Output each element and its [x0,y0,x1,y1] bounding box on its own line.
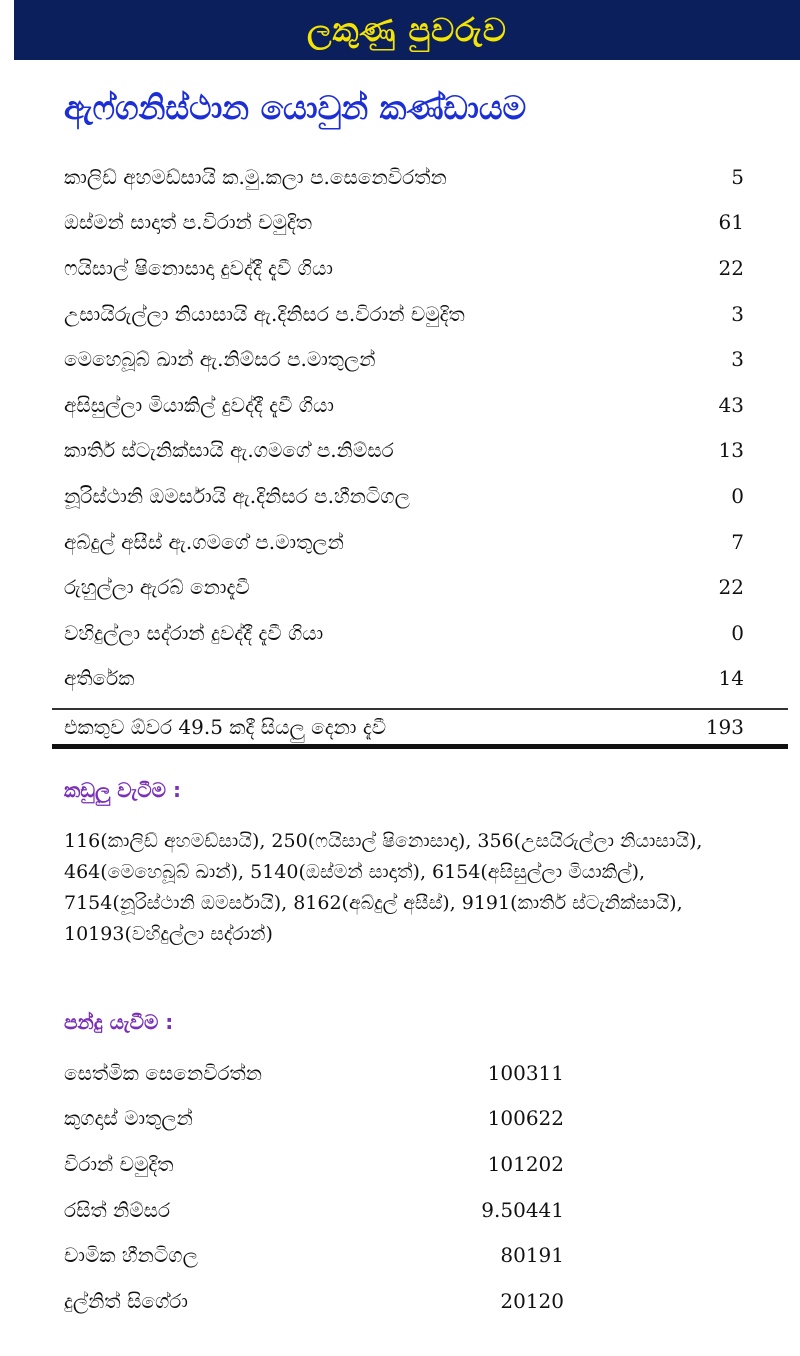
batting-row [64,428,744,474]
batter-runs: 0 [731,483,744,508]
team-name: ඇෆ්ගනිස්ථාන යොවුන් කණ්ඩායම [64,88,527,127]
total-label: එකතුව ඕවර 49.5 කදී සියලු දෙනා දැවී [64,715,387,739]
batting-row [64,336,744,382]
bowler-figures: 9.50441 [481,1197,564,1222]
batter-entry: අබ්දුල් අසීස් ඇ.ගමගේ ප.මාතුලන් [64,529,344,554]
batting-row [64,564,744,610]
batter-runs: 43 [718,392,744,417]
fall-of-wickets-text: 116(කාලිඩ් අහමඩ්සායි), 250(ෆයිසාල් ෂිනොසාදා), 356(උසයිරුල්ලා නියාසායි), 464(මෙහෙබූබ් ඛාන්), 5140(ඔස්මන් සාදාත්), 6154(අසිසුල්ලා මියාකිල්), 7154(නූරිස්ථානි ඔමර්සායි), 8162(අබ්දුල් අසීස්), 9191(කාතිර් ස්ටැනික්සායි), 10193(වහිදුල්ලා සද්රාන්) [64,830,703,945]
total-underline [52,744,788,749]
batting-row [64,291,744,337]
scoreboard-banner [14,0,800,60]
batter-runs: 13 [718,438,744,463]
batter-runs: 22 [718,575,744,600]
batter-entry: ඔස්මන් සාදාත් ප.විරාන් චමුදිත [64,210,313,235]
batter-entry: කාතිර් ස්ටැනික්සායි ඇ.ගමගේ ප.නිම්සර [64,438,394,463]
batter-entry: කාලිඩ් අහමඩ්සායි ක.මු.කලා ප.සෙනෙවිරත්න [64,164,447,189]
batting-row [64,200,744,246]
bowling-row [64,1187,564,1233]
total-runs: 193 [705,715,744,739]
batter-runs: 7 [731,529,744,554]
bowling-table [64,1050,564,1324]
bowler-figures: 100622 [487,1106,564,1131]
extras-row [64,656,744,702]
batting-row [64,610,744,656]
bowler-name: චාමික හීනටිගල [64,1243,198,1268]
batter-entry: රුහුල්ලා ඇරබ් නොදැවී [64,575,250,600]
batter-runs: 3 [731,301,744,326]
batter-entry: නූරිස්ථානි ඔමර්සායි ඇ.දිනිසර ප.හීනටිගල [64,483,410,508]
batting-row [64,154,744,200]
fall-of-wickets-heading: කඩුලු වැටීම : [64,778,181,802]
batter-entry: වහිදුල්ලා සද්රාන් දුවද්දී දැවී ගියා [64,620,324,645]
batter-entry: අසිසුල්ලා මියාකිල් දුවද්දී දැවී ගියා [64,392,334,417]
batter-runs: 22 [718,255,744,280]
bowler-name: රසිත් නිම්සර [64,1197,171,1222]
batter-runs: 0 [731,620,744,645]
batting-row [64,382,744,428]
bowling-row [64,1141,564,1187]
batting-table [64,154,744,701]
batter-runs: 3 [731,347,744,372]
batting-row [64,245,744,291]
bowler-figures: 100311 [487,1060,564,1085]
extras-label: අතිරේක [64,666,135,691]
batter-runs: 61 [718,210,744,235]
batter-entry: මෙහෙබූබ් ඛාන් ඇ.නිම්සර ප.මාතුලන් [64,347,376,372]
batter-runs: 5 [731,164,744,189]
page-title: ලකුණු පුවරුව [307,10,507,49]
bowler-name: දුල්නිත් සිගේරා [64,1288,188,1313]
bowler-figures: 80191 [500,1243,564,1268]
bowler-name: කුගදාස් මාතුලන් [64,1106,193,1131]
extras-runs: 14 [718,666,744,691]
batting-row [64,519,744,565]
bowler-name: සෙත්මික සෙනෙවිරත්න [64,1060,263,1085]
total-row [64,710,744,744]
bowling-row [64,1232,564,1278]
bowling-heading: පන්දු යැවීම : [64,1010,174,1034]
bowler-name: විරාන් චමුදිත [64,1151,174,1176]
batting-row [64,473,744,519]
bowler-figures: 20120 [500,1288,564,1313]
bowling-row [64,1278,564,1324]
batter-entry: උසායිරුල්ලා නියාසායි ඇ.දිනිසර ප.විරාන් චමුදිත [64,301,465,326]
bowler-figures: 101202 [487,1151,564,1176]
batter-entry: ෆයිසාල් ෂිනොසාදා දුවද්දී දැවී ගියා [64,255,333,280]
bowling-row [64,1050,564,1096]
bowling-row [64,1096,564,1142]
